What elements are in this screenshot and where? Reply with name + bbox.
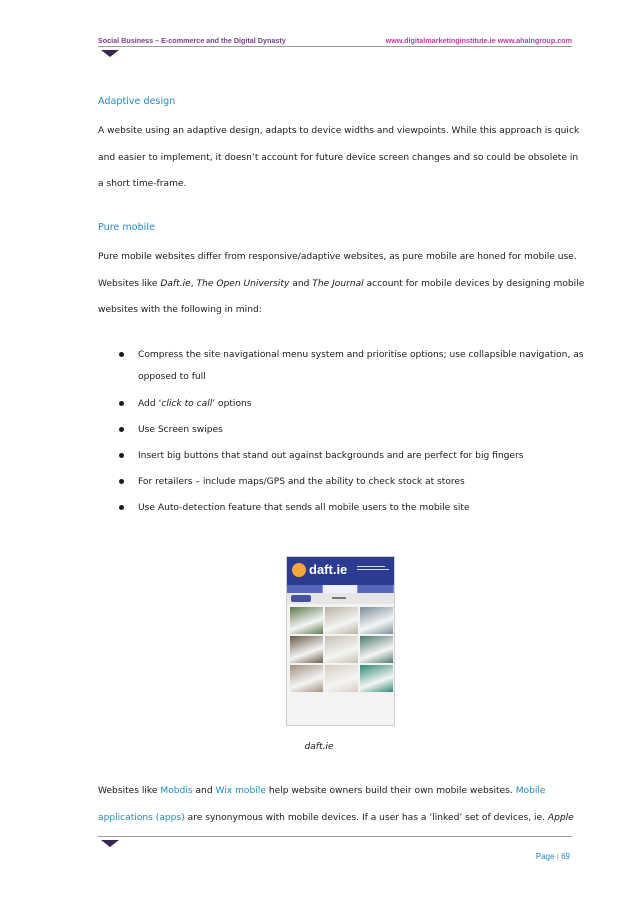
open-university-name: The Open University <box>196 278 290 289</box>
photo-thumbnail <box>360 665 393 692</box>
tagline-bar <box>357 569 389 570</box>
footer-rule <box>98 836 572 837</box>
page-header <box>98 34 572 50</box>
header-triangle-icon <box>101 50 119 57</box>
apple-text: Apple <box>547 812 574 823</box>
text-line: a short time-frame. <box>98 179 187 189</box>
text-line <box>98 778 578 805</box>
list-item <box>118 417 588 443</box>
photo-thumbnail <box>290 607 323 634</box>
header-rule <box>98 46 572 47</box>
photos-tab-marker <box>332 595 346 599</box>
figure-caption: daft.ie <box>304 742 334 752</box>
wix-mobile-link[interactable]: Wix mobile <box>215 786 266 796</box>
list-item <box>118 391 588 417</box>
text-span: help website owners build their own mobile websites. <box>265 786 516 796</box>
text-span: , <box>190 278 197 289</box>
list-item <box>118 495 588 521</box>
photo-thumbnail <box>325 607 358 634</box>
click-to-call-text: click to call <box>161 399 213 409</box>
text-span: Add ‘ <box>138 399 162 409</box>
the-journal-name: The Journal <box>312 278 364 289</box>
bullet-icon <box>119 427 124 432</box>
bullet-icon <box>119 505 124 510</box>
photo-thumbnail <box>360 636 393 663</box>
list-item-text: opposed to full <box>138 372 206 382</box>
photo-grid <box>290 607 393 692</box>
photo-thumbnail <box>290 665 323 692</box>
header-title: Social Business – E-commerce and the Digital Dynasty <box>98 36 286 45</box>
bullet-icon <box>119 401 124 406</box>
brand-name: daft.ie <box>309 562 348 577</box>
paragraph-mobile-builders <box>98 778 578 831</box>
page-separator: | <box>556 852 559 861</box>
photo-thumbnail <box>325 636 358 663</box>
bullet-list <box>118 342 588 521</box>
mobile-applications-link[interactable]: Mobile <box>515 786 546 796</box>
nav-tab <box>287 585 323 593</box>
heading-pure-mobile: Pure mobile <box>98 222 155 233</box>
text-span: and <box>289 278 313 289</box>
house-logo-icon <box>292 563 306 577</box>
paragraph-pure-mobile <box>98 244 585 324</box>
photos-label-bar <box>332 597 346 599</box>
text-span: Websites like <box>98 786 161 796</box>
brand-tagline-lines <box>357 564 391 570</box>
list-item-text: Insert big buttons that stand out against backgrounds and are perfect for big fingers <box>138 451 524 461</box>
details-pill <box>291 595 311 602</box>
page-label: Page <box>535 852 555 861</box>
list-item <box>118 469 588 495</box>
bullet-icon <box>119 453 124 458</box>
header-urls[interactable]: www.digitalmarketinginstitute.ie www.ahaingroup.com <box>385 36 572 45</box>
text-span: account for mobile devices by designing mobile <box>363 278 585 289</box>
page-number <box>536 852 570 861</box>
text-span: Websites like <box>98 278 161 289</box>
footer-triangle-icon <box>101 840 119 847</box>
text-line: and easier to implement, it doesn’t account for future device screen changes and so could be obsolete in <box>98 152 579 163</box>
photo-thumbnail <box>290 636 323 663</box>
paragraph-adaptive-design <box>98 118 578 198</box>
photo-thumbnail <box>325 665 358 692</box>
text-span: and <box>192 786 216 796</box>
page-number-value: 69 <box>561 852 570 861</box>
photo-thumbnail <box>360 607 393 634</box>
list-item-text: Use Screen swipes <box>138 425 223 435</box>
text-span: ’ options <box>212 399 252 409</box>
nav-tab <box>323 585 359 593</box>
app-nav-tabs <box>287 585 394 593</box>
nav-tab <box>358 585 394 593</box>
bullet-icon <box>119 479 124 484</box>
list-item-text <box>138 391 588 417</box>
text-line: Pure mobile websites differ from responsive/adaptive websites, as pure mobile are honed for mobile use. <box>98 252 577 262</box>
list-item <box>118 443 588 469</box>
daft-mobile-screenshot <box>286 556 395 726</box>
mobile-applications-link-cont[interactable]: applications (apps) <box>98 812 185 823</box>
text-line <box>98 805 578 832</box>
list-item-text: Compress the site navigational menu system and prioritise options; use collapsible navigation, as <box>138 350 584 360</box>
text-span: are synonymous with mobile devices. If a user has a ‘linked’ set of devices, ie. <box>184 812 548 823</box>
tagline-bar <box>357 566 385 567</box>
text-line <box>98 271 585 298</box>
text-line: websites with the following in mind: <box>98 305 262 315</box>
mobdis-link[interactable]: Mobdis <box>160 786 193 796</box>
list-item <box>118 342 588 390</box>
list-item-text: Use Auto-detection feature that sends all mobile users to the mobile site <box>138 503 470 513</box>
list-item-text: For retailers – include maps/GPS and the ability to check stock at stores <box>138 477 465 487</box>
heading-adaptive-design: Adaptive design <box>98 96 176 107</box>
daft-name: Daft.ie <box>160 278 191 289</box>
bullet-icon <box>119 352 124 357</box>
text-line: A website using an adaptive design, adapts to device widths and viewpoints. While this approach is quick <box>98 126 580 136</box>
